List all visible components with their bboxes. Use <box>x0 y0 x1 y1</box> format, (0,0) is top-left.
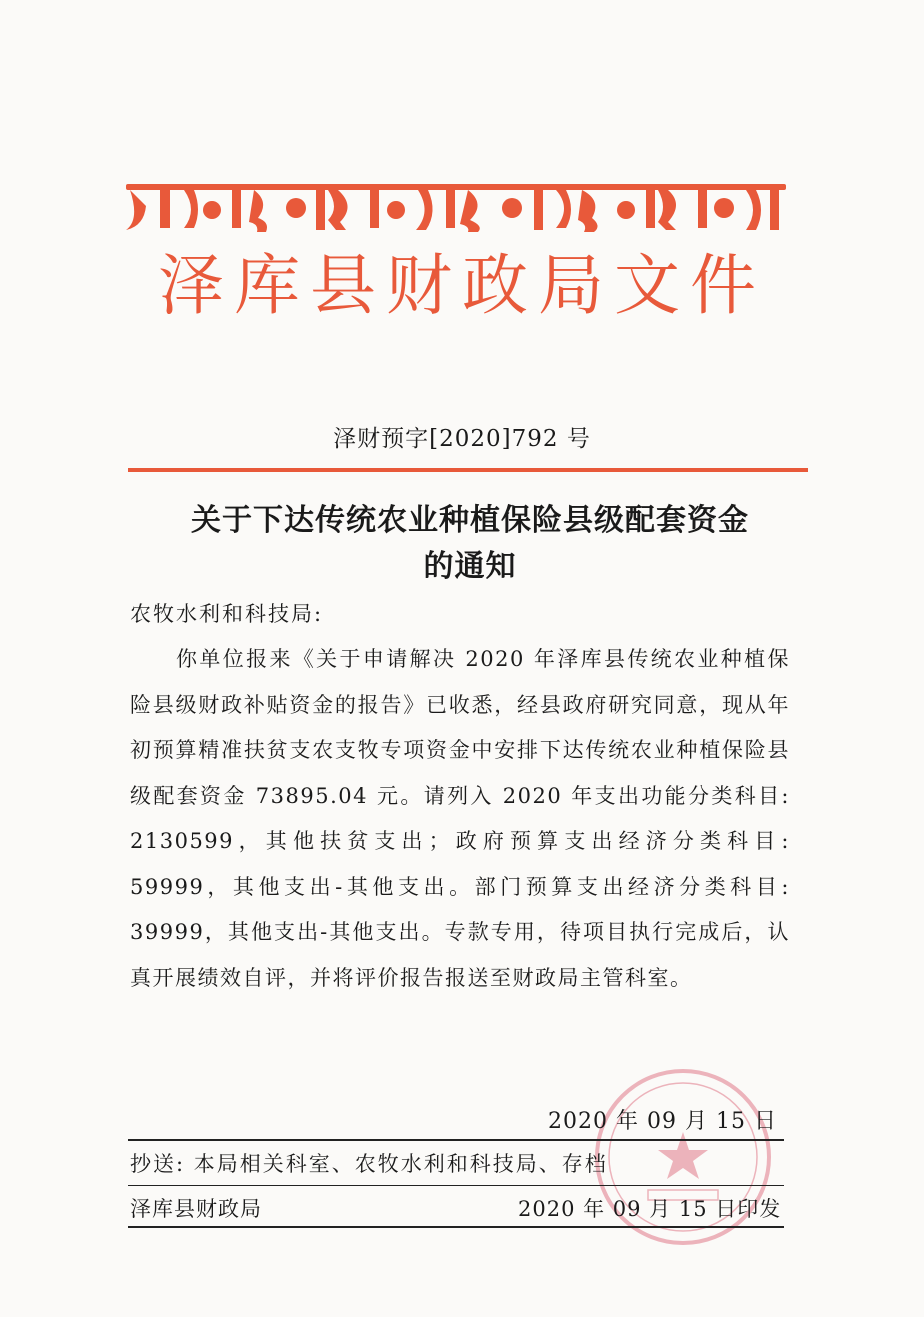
notice-body: 你单位报来《关于申请解决 2020 年泽库县传统农业种植保险县级财政补贴资金的报告》已收悉，经县政府研究同意，现从年初预算精准扶贫支农支牧专项资金中安排下达传统农业种植保险县级配套资金 73895.04 元。请列入 2020 年支出功能分类科目: 2130599，其他扶贫支出；政府预算支出经济分类科目: 59999，其他支出-其他支出。部门预算支出经济分类科目: 39999，其他支出-其他支出。专款专用，待项目执行完成后，认真开展绩效自评，并将评价报告报送至财政局主管科室。 <box>130 647 790 990</box>
cc-top-rule <box>128 1139 784 1141</box>
tibetan-title <box>120 172 800 236</box>
cc-middle-rule <box>128 1185 784 1186</box>
seal-graphic <box>588 1062 778 1252</box>
cc-line: 抄送: 本局相关科室、农牧水利和科技局、存档 <box>130 1152 608 1176</box>
notice-title-line2: 的通知 <box>423 549 517 584</box>
main-title: 泽库县财政局文件 <box>158 247 766 324</box>
addressee: 农牧水利和科技局: <box>130 602 324 626</box>
notice-title-line1: 关于下达传统农业种植保险县级配套资金 <box>191 503 749 538</box>
tibetan-script-graphic <box>120 172 800 236</box>
document-number: 泽财预字[2020]792 号 <box>333 426 591 452</box>
red-divider <box>128 468 808 472</box>
official-seal <box>588 1062 778 1252</box>
issuer-name: 泽库县财政局 <box>130 1197 262 1221</box>
issue-date: 2020 年 09 月 15 日 <box>548 1109 777 1134</box>
print-date: 2020 年 09 月 15 日印发 <box>518 1197 782 1221</box>
cc-bottom-rule <box>128 1226 784 1228</box>
notice-title <box>120 498 820 590</box>
